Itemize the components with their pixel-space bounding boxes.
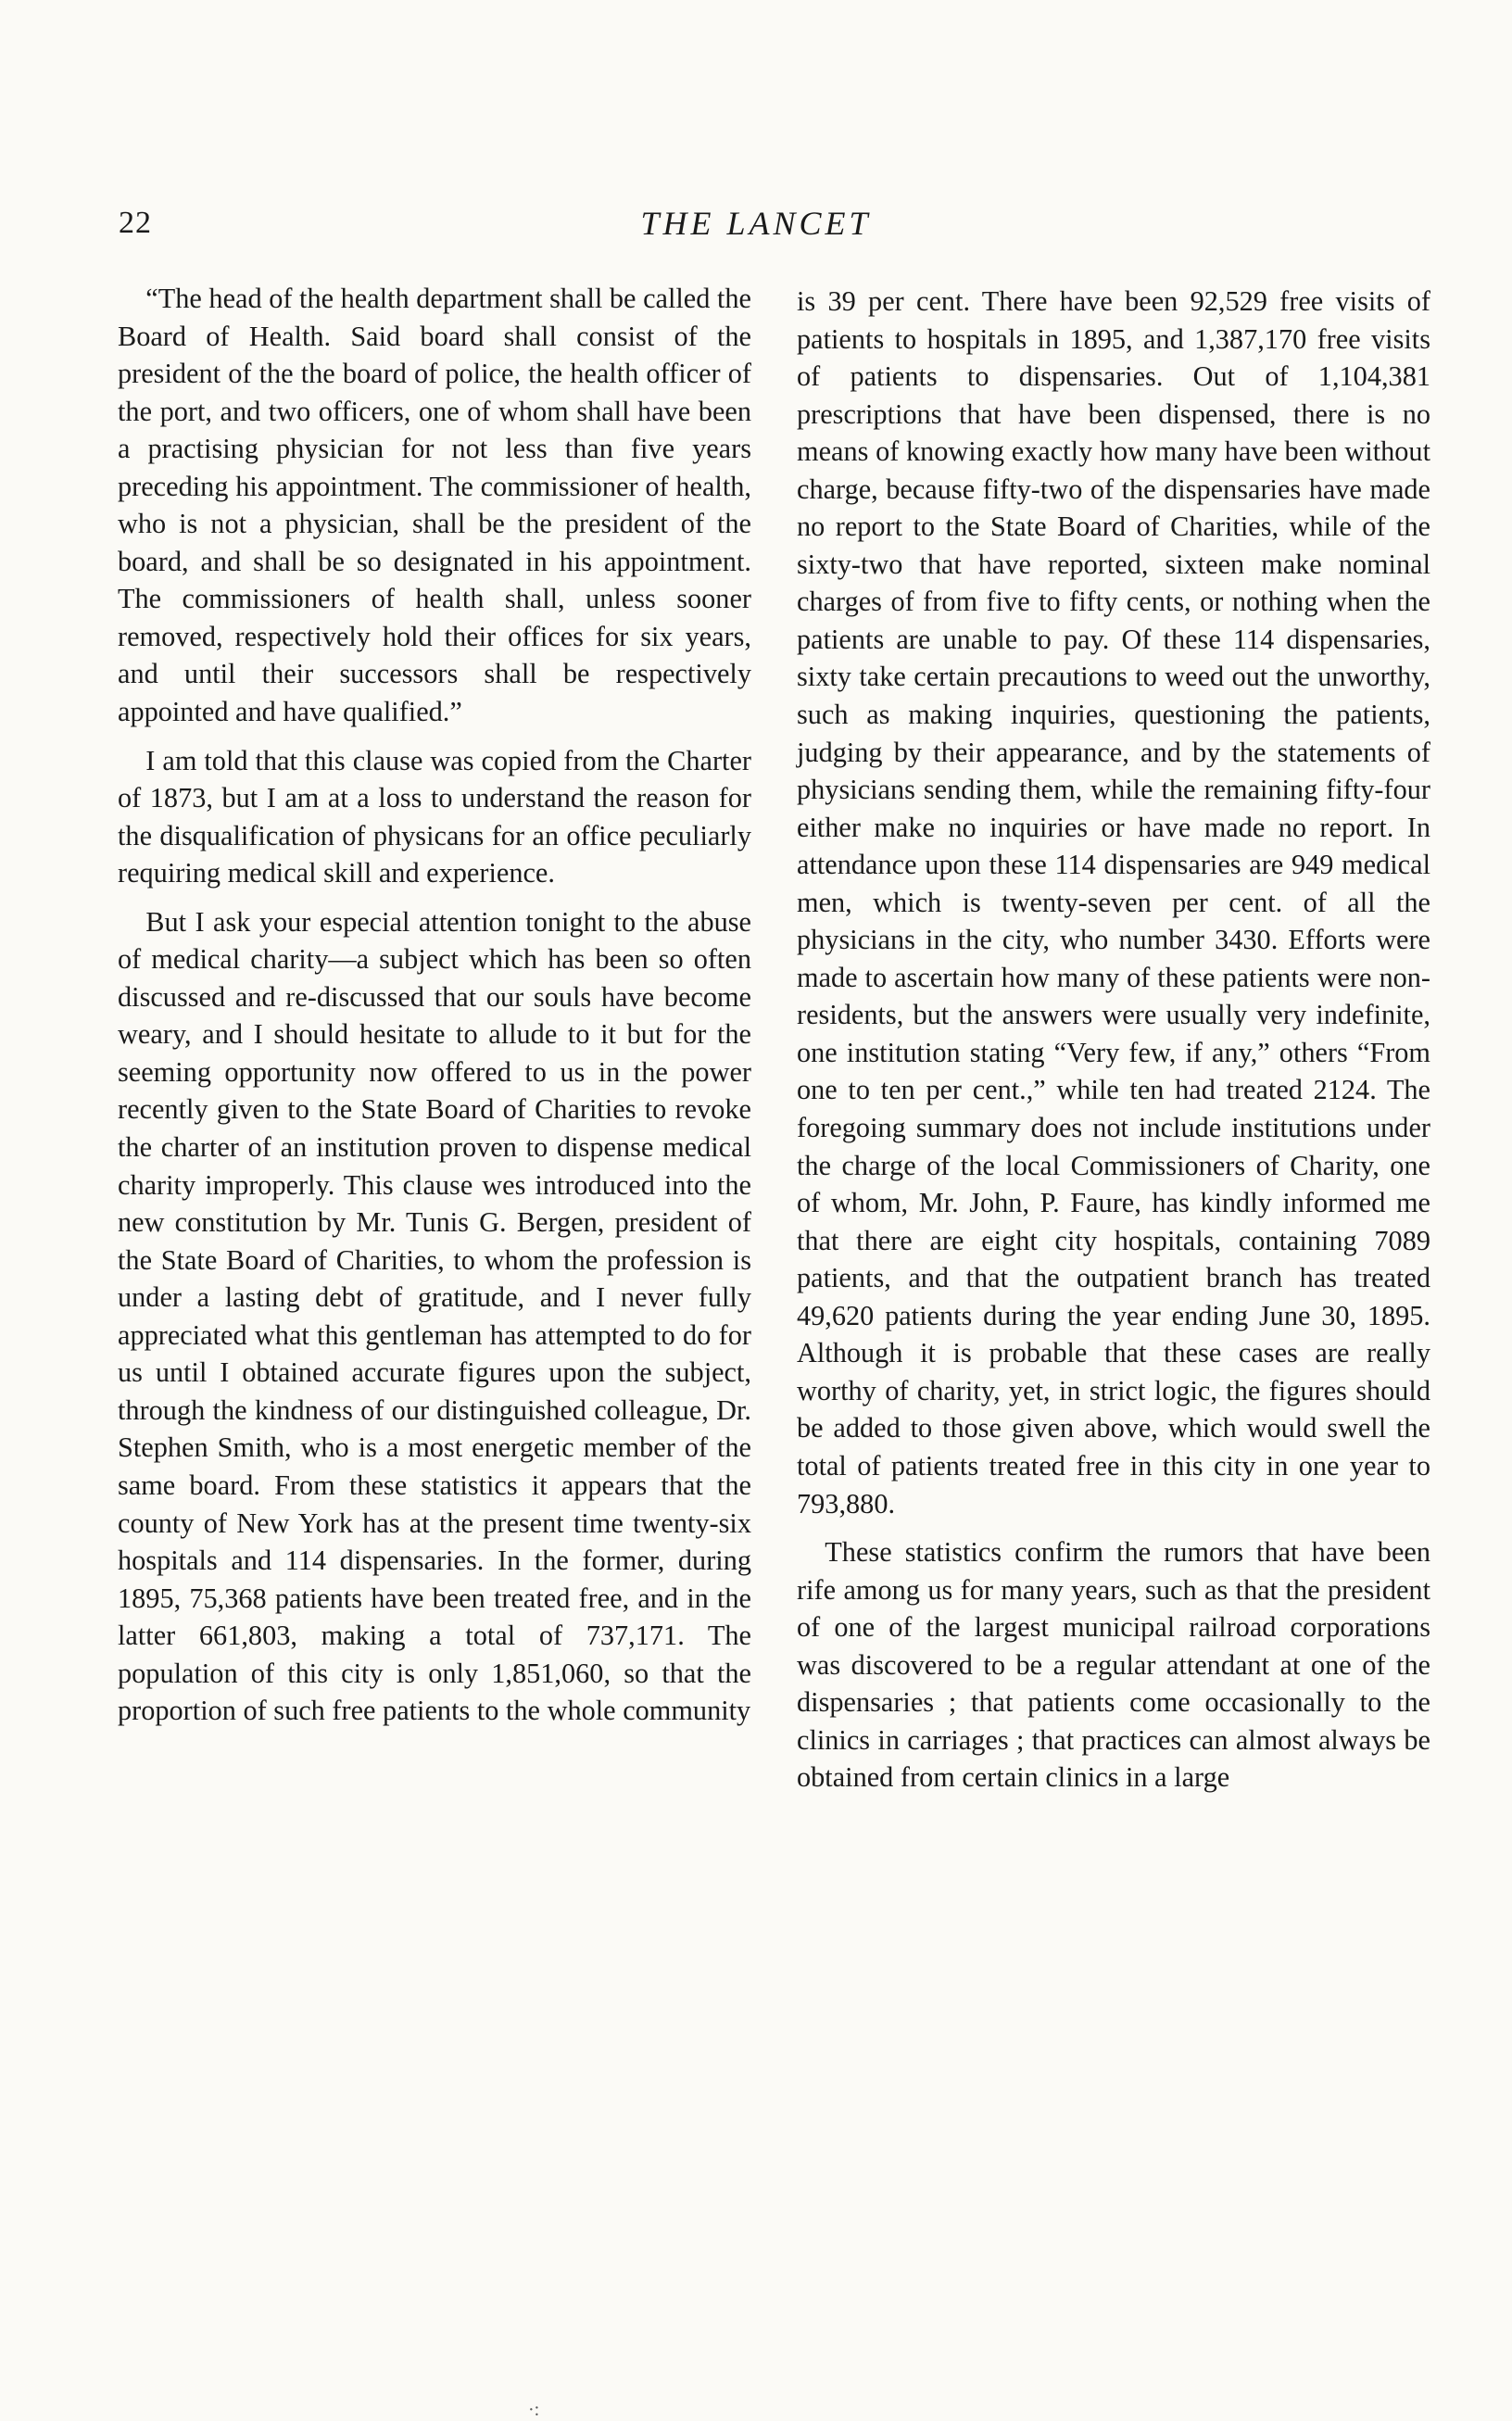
paragraph-charter: I am told that this clause was copied from the Charter of 1873, but I am at a loss to understand the reason for the disqualification of physicans for an office peculiarly requiring medical skill and experience. (118, 744, 751, 889)
page-number: 22 (119, 206, 152, 240)
paragraph-rumors: These statistics confirm the rumors that have been rife among us for many years, such as that the president of one of the largest municipal railroad corporations was discovered to be a regular attendant at one of the dispensaries ; that patients come occasionally to the clinics in carriages ; that practices can almost always be obtained from certain clinics in a large (797, 1536, 1430, 1794)
paragraph-statistics: is 39 per cent. There have been 92,529 free visits of patients to hospitals in 1895, and 1,387,170 free visits of patients to dispensaries. Out of 1,104,381 prescriptions that have been dispensed, there is no means of knowing exactly how many have been without charge, because fifty-two of the dispensaries have made no report to the State Board of Charities, while of the sixty-two that have reported, sixteen make nominal charges of from five to fifty cents, or nothing when the patients are unable to pay. Of these 114 dispensaries, sixty take certain precautions to weed out the unworthy, such as making inquiries, questioning the patients, judging by their appearance, and by the statements of physicians sending them, while the remaining fifty-four either make no inquiries or have made no report. In attendance upon these 114 dispensaries are 949 medical men, which is twenty-seven per cent. of all the physicians in the city, who number 3430. Efforts were made to ascertain how many of these patients were non-residents, but the answers were usually very indefinite, one institution stating “Very few, if any,” others “From one to ten per cent.,” while ten had treated 2124. The foregoing summary does not include institutions under the charge of the local Commissioners of Charity, one of whom, Mr. John, P. Faure, has kindly informed me that there are eight city hospitals, containing 7089 patients, and that the outpatient branch has treated 49,620 patients during the year ending June 30, 1895. Although it is probable that these cases are really worthy of charity, yet, in strict logic, the figures should be added to those given above, which would swell the total of patients treated free in this city in one year to 793,880. (797, 285, 1430, 1519)
paragraph-medical-charity: But I ask your especial attention tonight to the abuse of medical charity—a subject which has been so often discussed and re-discussed that our souls have become weary, and I should hesitate to allude to it but for the seeming opportunity now offered to us in the power recently given to the State Board of Charities to revoke the charter of an institution proven to dispense medical charity improperly. This clause wes introduced into the new constitution by Mr. Tunis G. Bergen, president of the State Board of Charities, to whom the profession is under a lasting debt of gratitude, and I never fully appreciated what this gentleman has attempted to do for us until I obtained accurate figures upon the subject, through the kindness of our distinguished colleague, Dr. Stephen Smith, who is a most energetic member of the same board. From these statistics it appears that the county of New York has at the present time twenty-six hospitals and 114 dispensaries. In the former, during 1895, 75,368 patients have been treated free, and in the latter 661,803, making a total of 737,171. The population of this city is only 1,851,060, so that the proportion of such free patients to the whole community (118, 905, 751, 1727)
right-column (797, 283, 1430, 1808)
paragraph-quote: “The head of the health department shall be called the Board of Health. Said board shall consist of the president of the the board of police, the health officer of the port, and two officers, one of whom shall have been a practising physician for not less than five years preceding his appointment. The commissioner of health, who is not a physician, shall be the president of the board, and shall be so designated in his appointment. The commissioners of health shall, unless sooner removed, respectively hold their offices for six years, and until their successors shall be respectively appointed and have qualified.” (118, 283, 751, 728)
left-column (118, 280, 751, 1741)
running-title: THE LANCET (640, 205, 872, 242)
printer-mark: ·: (528, 2400, 540, 2420)
